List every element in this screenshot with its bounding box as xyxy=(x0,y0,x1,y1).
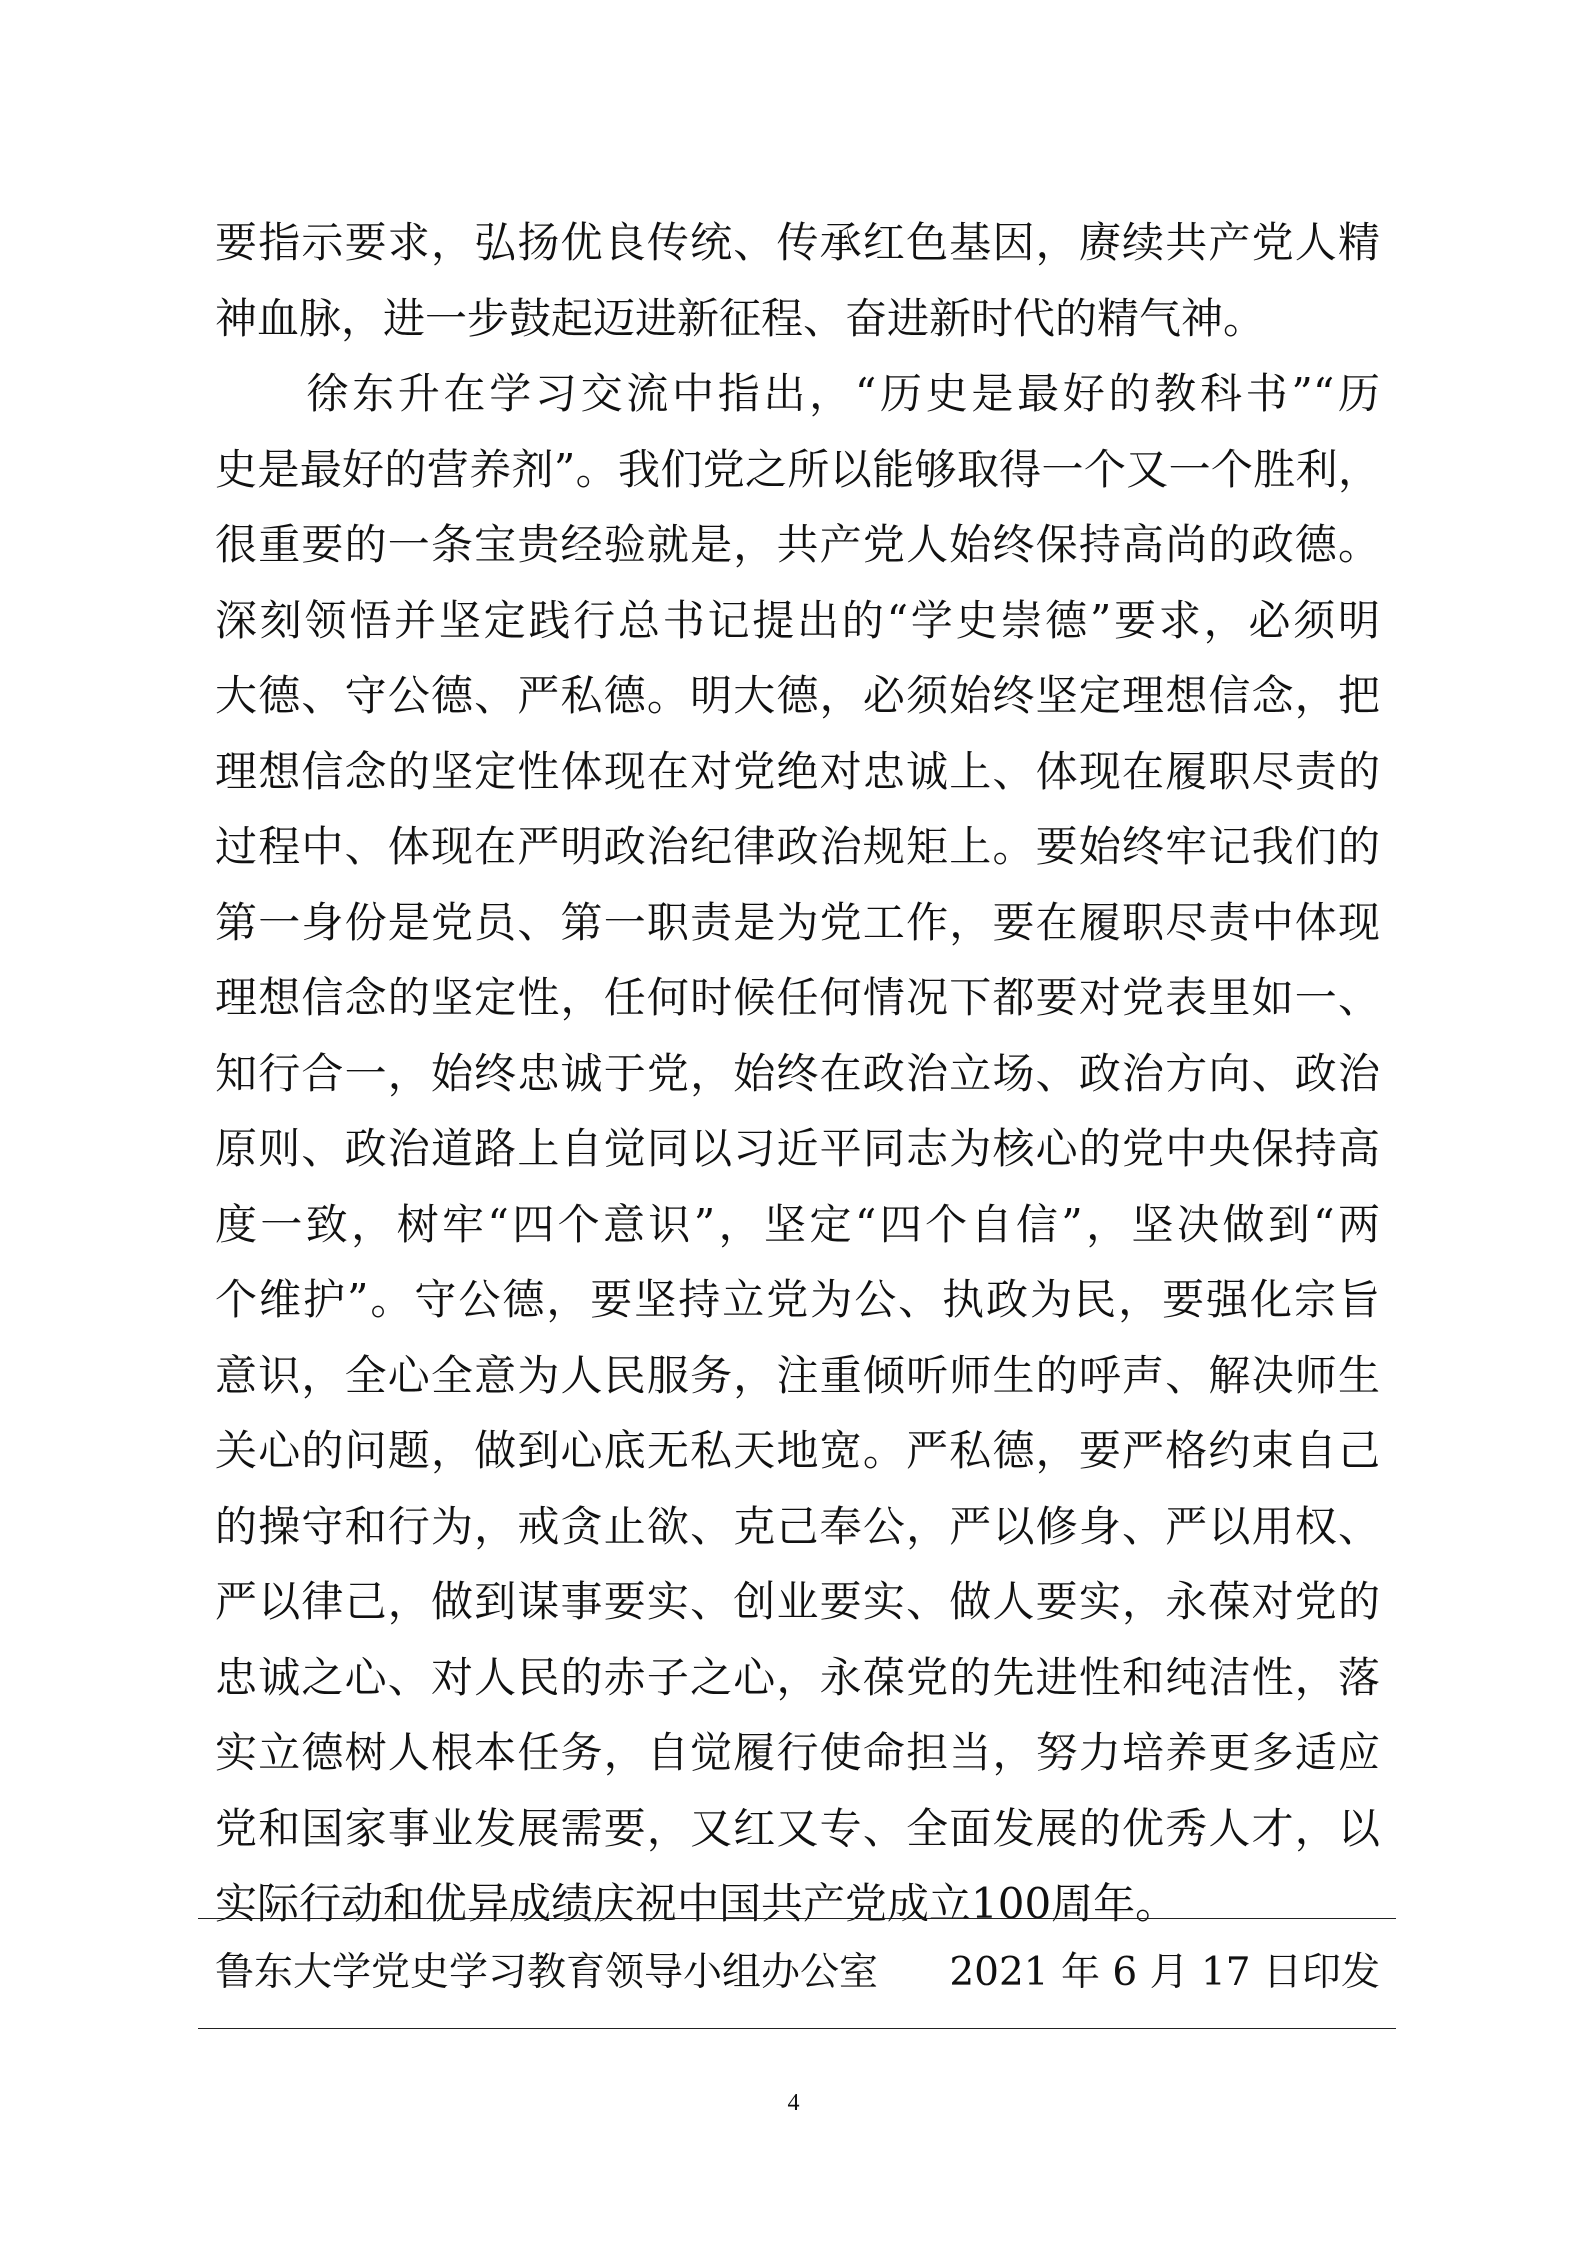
text-line: 理想信念的坚定性，任何时候任何情况下都要对党表里如一、 xyxy=(215,973,1380,1022)
text-line: 过程中、体现在严明政治纪律政治规矩上。要始终牢记我们的 xyxy=(215,822,1380,871)
text-line: 史是最好的营养剂”。我们党之所以能够取得一个又一个胜利， xyxy=(215,444,1380,494)
footer-bottom-rule xyxy=(198,2028,1396,2029)
text-line: 深刻领悟并坚定践行总书记提出的“学史崇德”要求，必须明 xyxy=(215,595,1380,645)
text-line: 党和国家事业发展需要，又红又专、全面发展的优秀人才，以 xyxy=(215,1803,1380,1853)
text-line: 理想信念的坚定性体现在对党绝对忠诚上、体现在履职尽责的 xyxy=(215,746,1380,796)
text-line: 忠诚之心、对人民的赤子之心，永葆党的先进性和纯洁性，落 xyxy=(215,1652,1380,1702)
footer-top-rule xyxy=(198,1918,1396,1919)
text-line: 度一致，树牢“四个意识”，坚定“四个自信”，坚决做到“两 xyxy=(215,1199,1380,1249)
text-line: 第一身份是党员、第一职责是为党工作，要在履职尽责中体现 xyxy=(215,897,1380,947)
body-text xyxy=(215,205,1380,1942)
page-number: 4 xyxy=(787,2090,800,2116)
text-line: 很重要的一条宝贵经验就是，共产党人始终保持高尚的政德。 xyxy=(215,520,1380,569)
text-line: 徐东升在学习交流中指出，“历史是最好的教科书”“历 xyxy=(215,369,1380,418)
text-line: 意识，全心全意为人民服务，注重倾听师生的呼声、解决师生 xyxy=(215,1350,1380,1400)
issue-date: 2021 年 6 月 17 日印发 xyxy=(949,1950,1380,1995)
text-line: 的操守和行为，戒贪止欲、克己奉公，严以修身、严以用权、 xyxy=(215,1501,1380,1551)
text-line: 严以律己，做到谋事要实、创业要实、做人要实，永葆对党的 xyxy=(215,1577,1380,1626)
text-line: 大德、守公德、严私德。明大德，必须始终坚定理想信念，把 xyxy=(215,671,1380,720)
text-line: 个维护”。守公德，要坚持立党为公、执政为民，要强化宗旨 xyxy=(215,1275,1380,1324)
text-line: 实立德树人根本任务，自觉履行使命担当，努力培养更多适应 xyxy=(215,1728,1380,1777)
text-line: 关心的问题，做到心底无私天地宽。严私德，要严格约束自己 xyxy=(215,1426,1380,1475)
text-line: 原则、政治道路上自觉同以习近平同志为核心的党中央保持高 xyxy=(215,1124,1380,1173)
text-line: 神血脉，进一步鼓起迈进新征程、奋进新时代的精气神。 xyxy=(215,293,1266,343)
text-line: 实际行动和优异成绩庆祝中国共产党成立100周年。 xyxy=(215,1879,1178,1928)
text-line: 知行合一，始终忠诚于党，始终在政治立场、政治方向、政治 xyxy=(215,1048,1380,1098)
text-line: 要指示要求，弘扬优良传统、传承红色基因，赓续共产党人精 xyxy=(215,218,1380,267)
issuing-office: 鲁东大学党史学习教育领导小组办公室 xyxy=(215,1950,879,1995)
